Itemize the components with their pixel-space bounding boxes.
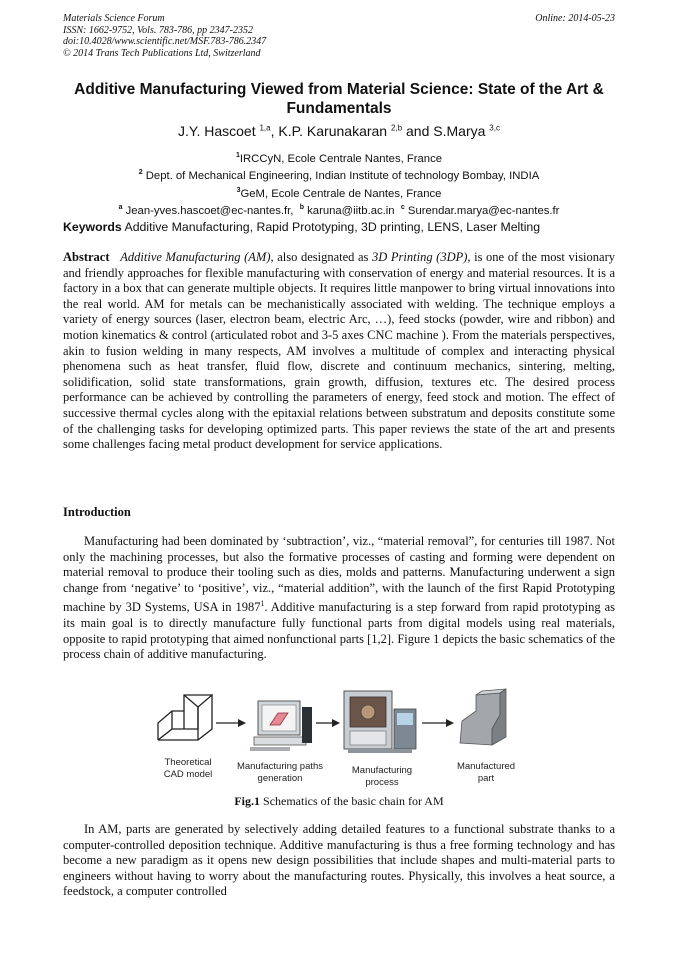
author-affiliation-marker: 1,a [259,123,271,133]
intro-text: Manufacturing had been dominated by ‘subtraction’, viz., “material removal”, for centuries till 1987. Not only the machining processes, but also the formative processes of casting and forming were dependent on material removal to produce their tooling such as dies, molds and patterns. Manufacturing underwent a sign change from ‘negative’ to ‘positive’, viz., “material addition”, with the launch of the first Rapid Prototyping machine by 3D Systems, USA in 1987 [63,534,615,615]
email-marker: c [400,203,405,211]
intro-paragraph [63,534,615,663]
figure-label: process [365,777,399,788]
affiliation-line [40,184,638,201]
intro-text: . Additive manufacturing is a step forward from rapid prototyping as its main goal is to directly manufacture fully functional parts from digital models using real materials, opposite to rapid prototyping that aimed nonfunctional parts [1,2]. Figure 1 depicts the basic schematics of the process chain of additive manufacturing. [63,600,615,662]
author-name: S.Marya [433,123,486,139]
manufactured-part-drawing [460,689,506,745]
abstract-term: 3D Printing (3DP) [372,250,468,264]
abstract-paragraph [63,250,615,453]
copyright-line: © 2014 Trans Tech Publications Ltd, Switzerland [63,47,261,59]
figure-caption [63,794,615,809]
intro-paragraph: In AM, parts are generated by selectively adding detailed features to a functional substrate thanks to a computer-controlled deposition technique. Additive manufacturing is thus a free forming technology and has become a new paradigm as it opens new design possibilities that include shapes and multi-material parts to engineers without having to worry about the manufacturing routes. Physically, this involves a heat source, a feedstock, a computer controlled [63,822,615,899]
paper-title: Additive Manufacturing Viewed from Material Science: State of the Art & Fundamentals [74,81,604,117]
affiliation-text: IRCCyN, Ecole Centrale Nantes, France [239,152,443,165]
email-link[interactable]: karuna@iitb.ac.in [307,204,395,217]
author-name: K.P. Karunakaran [278,123,388,139]
cad-model-drawing [158,695,212,740]
abstract-text: , is one of the most visionary and friendly approaches for flexible manufacturing with conservation of energy and material resources. It is a factory in a box that can generate multiple objects. It requires little manpower to bring virtual innovations into the real world. AM for metals can be mechanistically associated with welding. The technique employs a variety of energy sources (laser, electron beam, electric Arc, …), feed stocks (powder, wire and ribbon) and motion kinematics & control (articulated robot and 3-5 axes CNC machine ). From the materials perspectives, akin to fusion welding in many respects, AM involves a multitude of complex and interacting physical phenomena such as heat transfer, fluid flow, discrete and continuum mechanics, sintering, melting, solidification, solid state transformations, grain growth, diffusion, textures etc. The desired process performance can be achieved by controlling the parameters of energy, feed stock and motion. The effect of successive thermal cycles along with the epitaxial relations between substratum and deposits constitute some of the challenging tasks for developing optimized parts. This paper reviews the state of the art and presents some challenges facing metal product development for service applications. [63,250,615,452]
online-date: Online: 2014-05-23 [535,13,615,24]
figure-label: generation [257,773,303,784]
keywords-label: Keywords [63,220,122,234]
computer-icon [250,701,312,751]
author-affiliation-marker: 3,c [489,123,500,133]
email-line [40,201,638,218]
abstract-label: Abstract [63,250,110,264]
journal-header [63,13,615,59]
email-marker: b [299,203,304,211]
footnote-marker[interactable]: 1 [260,599,265,609]
figure-label: part [477,773,495,784]
author-affiliation-marker: 2,b [391,123,403,133]
affiliation-text: Dept. of Mechanical Engineering, Indian Institute of technology Bombay, INDIA [142,170,540,183]
arrow-icon [422,719,454,727]
figure-label: Theoretical [164,757,212,768]
author-separator: , [270,123,279,139]
keywords [63,220,615,234]
email-link[interactable]: Jean-yves.hascoet@ec-nantes.fr, [125,204,294,217]
process-chain-figure [150,685,530,795]
affiliation-number: 1 [235,152,240,159]
issn-line: ISSN: 1662-9752, Vols. 783-786, pp 2347-2352 [63,24,253,36]
arrow-icon [316,719,340,727]
machine-icon [344,691,416,753]
doi-line: doi:10.4028/www.scientific.net/MSF.783-786.2347 [63,36,267,47]
figure-caption-text: Schematics of the basic chain for AM [260,794,444,808]
affiliation-number: 2 [138,169,143,177]
affiliation-text: GeM, Ecole Centrale de Nantes, France [240,187,442,200]
arrow-icon [216,719,246,727]
figure-caption-label: Fig.1 [234,794,261,808]
figure-label: CAD model [163,769,213,780]
author-name: J.Y. Hascoet [178,123,256,139]
affiliation-line [40,149,638,166]
abstract-text: , also designated as [270,250,373,264]
journal-name: Materials Science Forum [63,13,165,24]
email-link[interactable]: Surendar.marya@ec-nantes.fr [407,204,560,217]
figure-label: Manufacturing [351,765,413,776]
author-separator: and [402,123,434,139]
affiliations [40,149,638,218]
section-heading: Introduction [63,505,131,519]
figure-label: Manufactured [456,761,516,772]
figure-label: Manufacturing paths [236,761,324,772]
author-list [63,123,615,139]
keywords-text: Additive Manufacturing, Rapid Prototyping, 3D printing, LENS, Laser Melting [121,220,541,234]
affiliation-line [40,166,638,183]
email-marker: a [118,203,123,211]
affiliation-number: 3 [236,186,241,194]
abstract-term: Additive Manufacturing (AM) [120,250,271,264]
